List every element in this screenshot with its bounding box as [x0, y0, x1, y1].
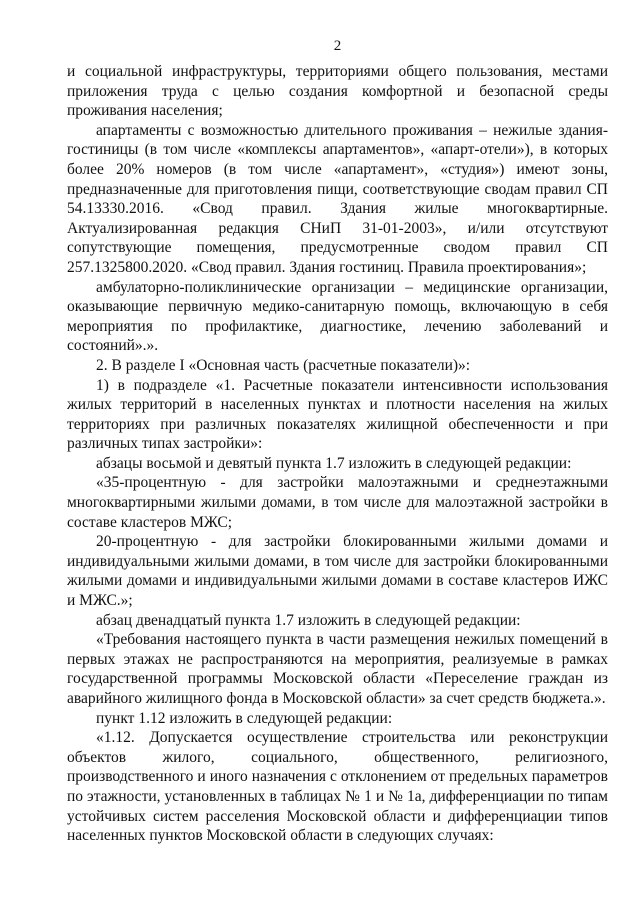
paragraph: и социальной инфраструктуры, территориями общего пользования, местами приложения труда с целью создания комфортной и безопасной среды проживания населения;: [67, 63, 608, 120]
paragraph: 2. В разделе I «Основная часть (расчетные показатели)»:: [96, 356, 471, 374]
paragraph: «35-процентную - для застройки малоэтажными и среднеэтажными многоквартирными жилыми домами, в том числе для малоэтажной застройки в составе кластеров МЖС;: [67, 474, 608, 531]
paragraph: «Требования настоящего пункта в части размещения нежилых помещений в первых этажах не распространяются на мероприятия, реализуемые в рамках государственной программы Московской области «Переселение граждан из аварийного жилищного фонда в Московской области» за счет средств бюджета.».: [67, 631, 608, 707]
paragraph: амбулаторно-поликлинические организации – медицинские организации, оказывающие первичную медико-санитарную помощь, включающую в себя мероприятия по профилактике, диагностике, лечению заболеваний и состояний».».: [67, 278, 608, 355]
paragraph: 20-процентную - для застройки блокированными жилыми домами и индивидуальными жилыми домами, в том числе для застройки блокированными жилыми домами и индивидуальными жилыми домами в составе кластеров ИЖС и МЖС.»;: [67, 533, 608, 610]
paragraph: 1) в подразделе «1. Расчетные показатели интенсивности использования жилых территорий в населенных пунктах и плотности населения на жилых территориях при различных показателях жилищной обеспеченности и при различных типах застройки»:: [67, 376, 608, 453]
paragraph: апартаменты с возможностью длительного проживания – нежилые здания-гостиницы (в том числе «комплексы апартаментов», «апарт-отели»), в которых более 20% номеров (в том числе «апартамент», «студия») имеют зоны, предназначенные для приготовления пищи, соответствующие сводам правил СП 54.13330.2016. «Свод правил. Здания жилые многоквартирные. Актуализированная редакция СНиП 31-01-2003», и/или отсутствуют сопутствующие помещения, предусмотренные сводом правил СП 257.1325800.2020. «Свод правил. Здания гостиниц. Правила проектирования»;: [67, 121, 608, 276]
paragraph: абзац двенадцатый пункта 1.7 изложить в следующей редакции:: [96, 611, 521, 629]
paragraph: пункт 1.12 изложить в следующей редакции:: [96, 709, 393, 727]
document-body: [67, 62, 608, 846]
page-number: 2: [333, 38, 342, 54]
paragraph: «1.12. Допускается осуществление строительства или реконструкции объектов жилого, социального, общественного, религиозного, производственного и иного назначения с отклонением от предельных параметров по этажности, установленных в таблицах № 1 и № 1а, дифференциации по типам устойчивых систем расселения Московской области и дифференциации типов населенных пунктов Московской области в следующих случаях:: [67, 729, 608, 845]
paragraph: абзацы восьмой и девятый пункта 1.7 изложить в следующей редакции:: [96, 454, 572, 472]
